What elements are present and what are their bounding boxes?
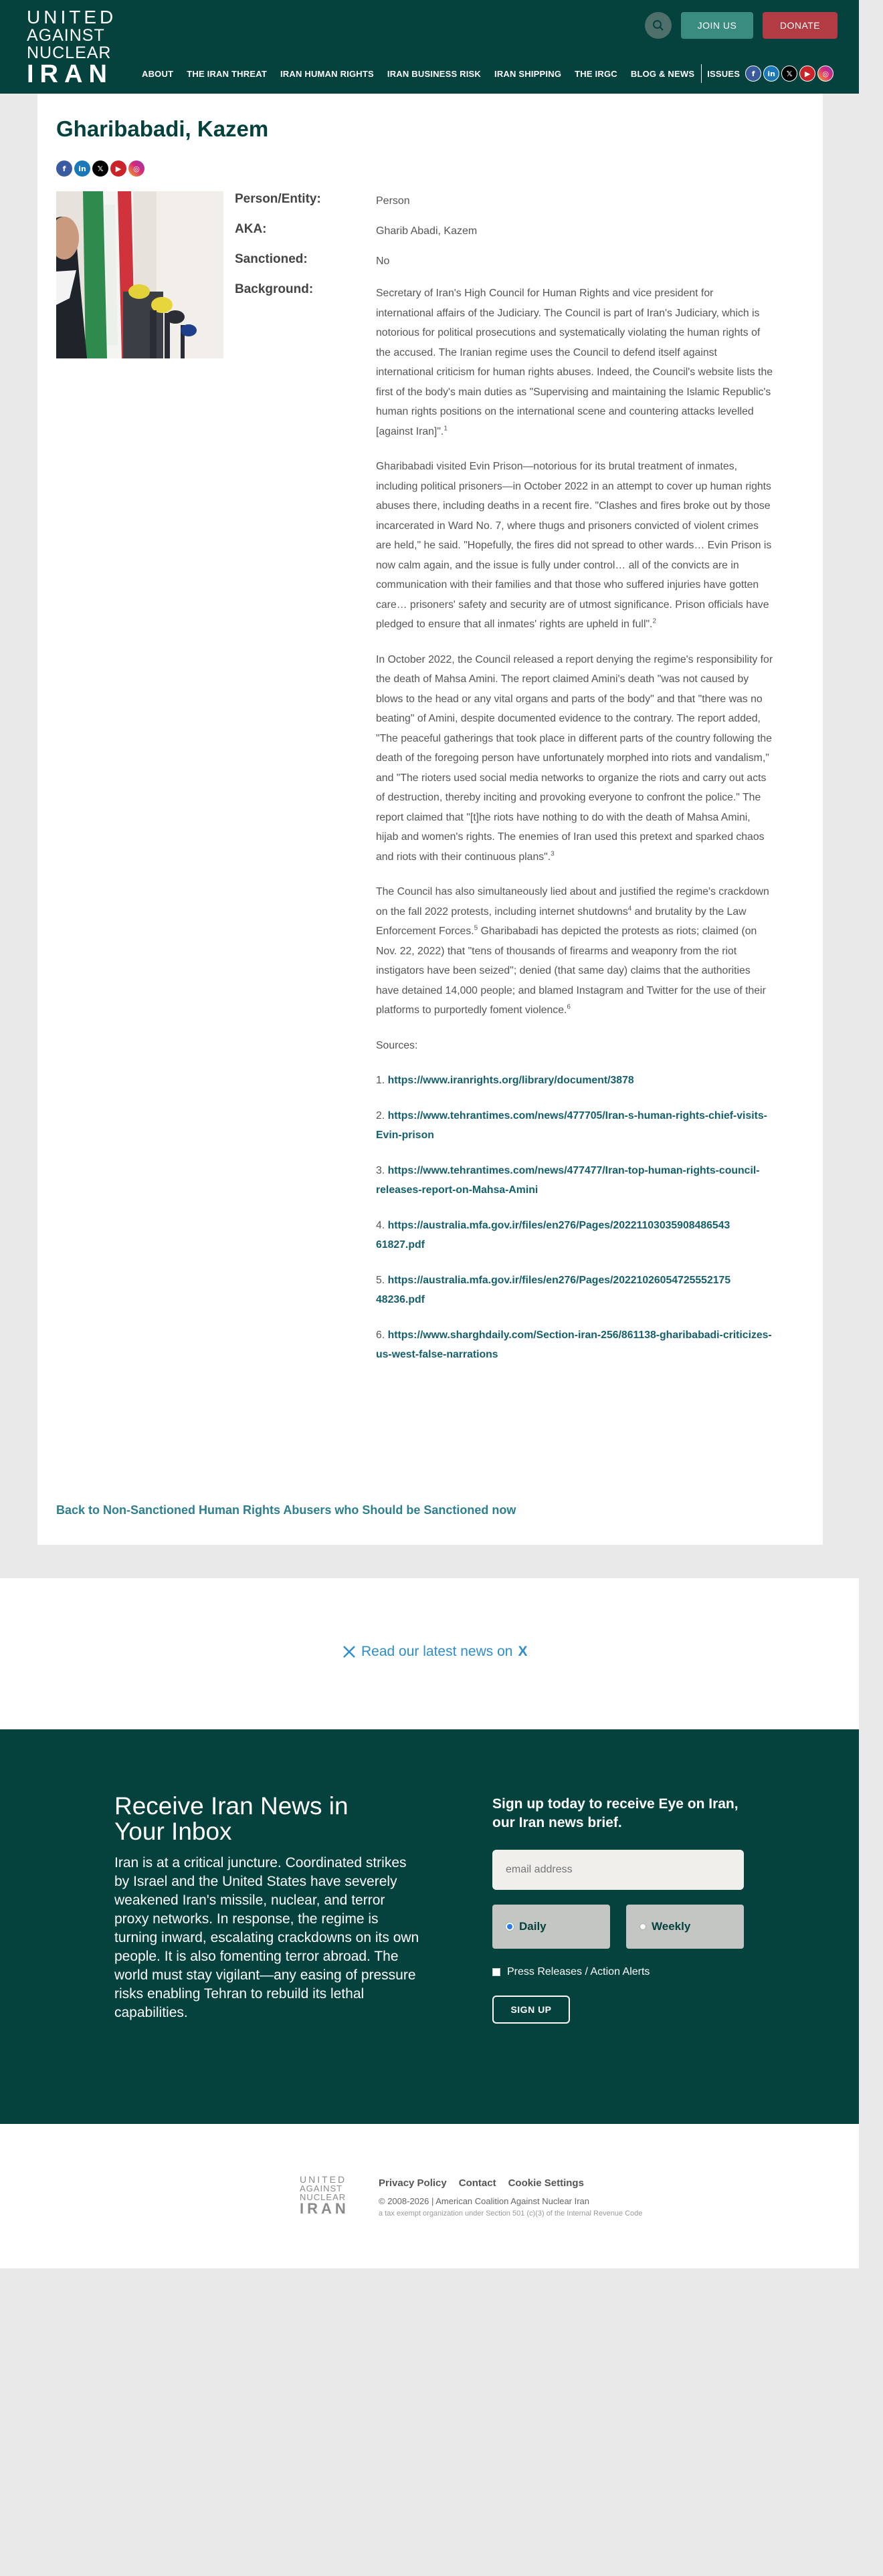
value-sanctioned: No bbox=[376, 255, 390, 267]
source-item: 1. https://www.iranrights.org/library/document/3878 bbox=[376, 1075, 634, 1086]
sign-up-button[interactable]: SIGN UP bbox=[492, 1996, 570, 2024]
source-link[interactable]: https://australia.mfa.gov.ir/files/en276/Pages/20221026054725552175 48236.pdf bbox=[376, 1274, 731, 1305]
profile-photo bbox=[56, 191, 223, 358]
source-item: 4. https://australia.mfa.gov.ir/files/en276/Pages/20221103035908486543 61827.pdf bbox=[376, 1219, 730, 1251]
nav-iran-threat[interactable]: THE IRAN THREAT bbox=[187, 68, 267, 79]
x-icon[interactable]: 𝕏 bbox=[781, 66, 797, 82]
search-icon bbox=[652, 19, 664, 31]
newsletter-section bbox=[0, 1729, 859, 2124]
footer-legal: a tax exempt organization under Section 501 (c)(3) of the Internal Revenue Code bbox=[379, 2210, 643, 2218]
site-header bbox=[0, 0, 859, 94]
footer-logo[interactable]: UNITED AGAINST NUCLEAR IRAN bbox=[300, 2174, 349, 2217]
value-person-entity: Person bbox=[376, 195, 410, 207]
x-news-link[interactable] bbox=[342, 1644, 527, 1660]
footer-links bbox=[379, 2177, 584, 2189]
youtube-share-icon[interactable]: ▶ bbox=[110, 160, 126, 177]
source-item: 3. https://www.tehrantimes.com/news/477477/Iran-top-human-rights-council-releases-report-on-Mahsa-Amini bbox=[376, 1164, 760, 1196]
alerts-option[interactable]: Press Releases / Action Alerts bbox=[492, 1966, 650, 1978]
source-link[interactable]: https://australia.mfa.gov.ir/files/en276/Pages/20221103035908486543 61827.pdf bbox=[376, 1219, 730, 1251]
label-aka: AKA: bbox=[235, 222, 267, 236]
alerts-checkbox[interactable] bbox=[492, 1968, 500, 1976]
footer-copyright: © 2008-2026 | American Coalition Against Nuclear Iran bbox=[379, 2196, 590, 2206]
nav-issues[interactable]: ISSUES bbox=[707, 68, 741, 79]
value-aka: Gharib Abadi, Kazem bbox=[376, 225, 478, 237]
site-logo[interactable]: UNITED AGAINST NUCLEAR IRAN bbox=[27, 7, 117, 88]
background-paragraph: In October 2022, the Council released a report denying the regime's responsibility for the death of Mahsa Amini. The report claimed Amini's death "was not caused by blows to the head or any vital organs and parts of the body" and that "there was no beating" of Amini, despite documented evidence to the contrary. The report added, "The peaceful gatherings that took place in different parts of the country following the death of the foregoing person have unfortunately morphed into riots and vandalism," and "The rioters used social media networks to organize the riots and carry out acts of destruction, thereby inciting and provoking everyone to confront the police." The report claimed that "[t]he riots have nothing to do with the death of Mahsa Amini, hijab and women's rights. The enemies of Iran used this pretext and sparked chaos and riots with their continuous plans".$^3$ bbox=[376, 653, 773, 863]
frequency-weekly-option[interactable]: Weekly bbox=[626, 1905, 744, 1949]
nav-business-risk[interactable]: IRAN BUSINESS RISK bbox=[387, 68, 482, 79]
linkedin-share-icon[interactable]: in bbox=[74, 160, 90, 177]
x-logo-icon bbox=[342, 1645, 356, 1658]
header-actions bbox=[645, 12, 838, 39]
source-item: 2. https://www.tehrantimes.com/news/477705/Iran-s-human-rights-chief-visits-Evin-prison bbox=[376, 1109, 767, 1141]
instagram-icon[interactable]: ◎ bbox=[817, 66, 833, 82]
x-share-icon[interactable]: 𝕏 bbox=[92, 160, 108, 177]
header-social-links bbox=[745, 66, 833, 82]
nav-divider bbox=[701, 64, 702, 83]
source-link[interactable]: https://www.tehrantimes.com/news/477477/Iran-top-human-rights-council-releases-report-on-Mahsa-Amini bbox=[376, 1164, 760, 1196]
frequency-daily-option[interactable]: Daily bbox=[492, 1905, 610, 1949]
youtube-icon[interactable]: ▶ bbox=[799, 66, 815, 82]
facebook-share-icon[interactable]: f bbox=[56, 160, 72, 177]
newsletter-heading: Receive Iran News in Your Inbox bbox=[114, 1792, 349, 1845]
source-link[interactable]: https://www.sharghdaily.com/Section-iran-256/861138-gharibabadi-criticizes-us-west-false-narrations bbox=[376, 1329, 772, 1360]
label-background: Background: bbox=[235, 282, 314, 296]
daily-radio[interactable] bbox=[506, 1923, 514, 1931]
sources-label: Sources: bbox=[376, 1039, 418, 1051]
source-item: 6. https://www.sharghdaily.com/Section-iran-256/861138-gharibabadi-criticizes-us-west-false-narrations bbox=[376, 1329, 772, 1360]
site-footer bbox=[0, 2124, 859, 2268]
nav-blog-news[interactable]: BLOG & NEWS bbox=[630, 68, 695, 79]
newsletter-signup-text: Sign up today to receive Eye on Iran, our Iran news brief. bbox=[492, 1796, 739, 1830]
share-links bbox=[56, 160, 144, 177]
source-link[interactable]: https://www.tehrantimes.com/news/477705/Iran-s-human-rights-chief-visits-Evin-prison bbox=[376, 1109, 767, 1141]
nav-about[interactable]: ABOUT bbox=[142, 68, 174, 79]
back-to-list-link[interactable]: Back to Non-Sanctioned Human Rights Abusers who Should be Sanctioned now bbox=[56, 1503, 516, 1517]
facebook-icon[interactable]: f bbox=[745, 66, 761, 82]
page-title: Gharibabadi, Kazem bbox=[56, 116, 269, 141]
x-brand-label: X bbox=[518, 1644, 528, 1659]
search-button[interactable] bbox=[645, 12, 672, 39]
label-person-entity: Person/Entity: bbox=[235, 192, 321, 206]
nav-irgc[interactable]: THE IRGC bbox=[575, 68, 617, 79]
email-field[interactable] bbox=[492, 1850, 744, 1890]
x-news-label: Read our latest news on bbox=[361, 1644, 513, 1659]
background-text bbox=[376, 284, 773, 1380]
x-news-band bbox=[0, 1578, 859, 1729]
main-nav bbox=[142, 64, 833, 83]
source-item: 5. https://australia.mfa.gov.ir/files/en276/Pages/20221026054725552175 48236.pdf bbox=[376, 1274, 731, 1305]
weekly-radio[interactable] bbox=[640, 1923, 646, 1930]
background-paragraph: Gharibabadi visited Evin Prison—notorious for its brutal treatment of inmates, including political prisoners—in October 2022 in an attempt to cover up human rights abuses there, including deaths in a recent fire. "Clashes and fires broke out by those incarcerated in Ward No. 7, where thugs and prisoners convicted of violent crimes are held," he said. "Hopefully, the fires did not spread to other wards… Evin Prison is now calm again, and the issue is fully under control… all of the convicts are in communication with their families and that those who suffered injuries have gotten care… prisoners' safety and security are of utmost significance. Prison officials have pledged to ensure that all inmates' rights are upheld in full".$^2$ bbox=[376, 461, 772, 630]
donate-button[interactable]: DONATE bbox=[763, 12, 838, 39]
privacy-policy-link[interactable]: Privacy Policy bbox=[379, 2177, 447, 2189]
profile-card bbox=[37, 94, 823, 1545]
nav-human-rights[interactable]: IRAN HUMAN RIGHTS bbox=[280, 68, 374, 79]
source-link[interactable]: https://www.iranrights.org/library/document/3878 bbox=[387, 1075, 634, 1086]
sources-list bbox=[376, 1036, 773, 1365]
contact-link[interactable]: Contact bbox=[458, 2177, 496, 2189]
newsletter-body: Iran is at a critical juncture. Coordinated strikes by Israel and the United States have severely weakened Iran's missile, nuclear, and terror proxy networks. In response, the regime is turning inward, escalating crackdowns on its own people. It is also fomenting terror abroad. The world must stay vigilant—any easing of pressure risks enabling Tehran to rebuild its lethal capabilities. bbox=[114, 1855, 419, 2020]
join-us-button[interactable]: JOIN US bbox=[681, 12, 753, 39]
instagram-share-icon[interactable]: ◎ bbox=[128, 160, 144, 177]
label-sanctioned: Sanctioned: bbox=[235, 252, 308, 266]
linkedin-icon[interactable]: in bbox=[763, 66, 779, 82]
nav-shipping[interactable]: IRAN SHIPPING bbox=[494, 68, 562, 79]
background-paragraph: Secretary of Iran's High Council for Human Rights and vice president for international affairs of the Judiciary. The Council is part of Iran's Judiciary, which is notorious for political prosecutions and systematically violating the human rights of the accused. The Iranian regime uses the Council to defend itself against international criticism for human rights abuses. Indeed, the Council's website lists the first of the body's main duties as "Supervising and maintaining the Islamic Republic's human rights positions on the international scene and countering attacks levelled [against Iran]".$^1$ bbox=[376, 288, 773, 437]
background-paragraph: The Council has also simultaneously lied about and justified the regime's crackdown on the fall 2022 protests, including internet shutdowns$^4$ and brutality by the Law Enforcement Forces.$^5$ Gharibabadi has depicted the protests as riots; claimed (on Nov. 22, 2022) that "tens of thousands of firearms and weaponry from the riot instigators have been seized"; denied (that same day) claims that the authorities have detained 14,000 people; and blamed Instagram and Twitter for the use of their platforms to purportedly foment violence.$^6$ bbox=[376, 886, 769, 1016]
cookie-settings-link[interactable]: Cookie Settings bbox=[508, 2177, 584, 2189]
